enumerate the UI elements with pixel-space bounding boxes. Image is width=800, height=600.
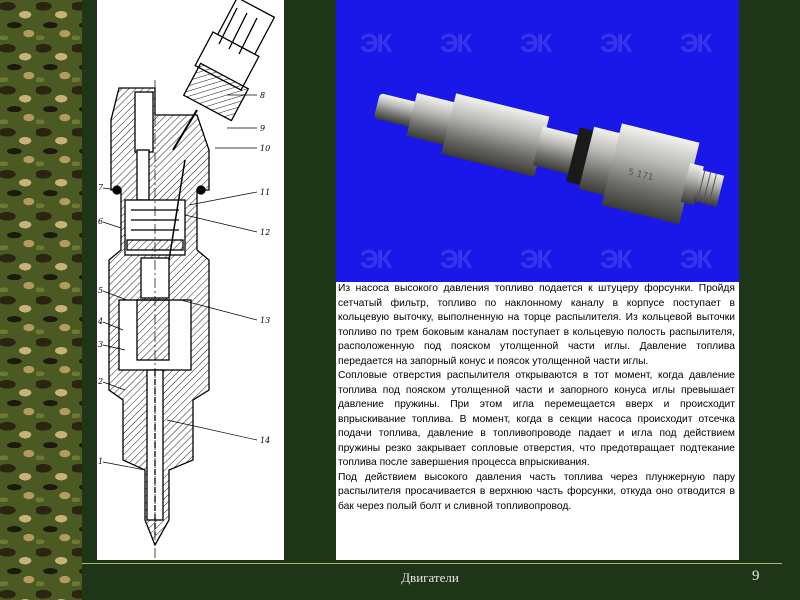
callout-14: 14	[260, 436, 271, 445]
callout-12: 12	[260, 228, 271, 237]
paragraph-2: Сопловые отверстия распылителя открываются в тот момент, когда давление топлива под пояском утолщенной части и запорного конуса иглы превышает давление пружины. При этом игла перемещается вверх и происходит впрыскивание топлива. В момент, когда в секции насоса происходит отсечка подачи топлива, давление в топливопроводе падает и игла под действием пружины резко закрывает сопловые отверстия, что предотвращает подтекание топлива после завершения процесса впрыскивания.	[338, 370, 735, 468]
callout-8: 8	[260, 91, 266, 100]
injector-photo	[336, 0, 739, 282]
callout-1: 1	[98, 457, 104, 466]
watermark: ЭК	[520, 244, 551, 274]
injector-metal-svg	[336, 0, 739, 282]
callout-11: 11	[260, 188, 271, 197]
callout-9: 9	[260, 124, 266, 133]
watermark: ЭК	[440, 244, 471, 274]
injector-drawing	[97, 0, 284, 560]
watermark: ЭК	[680, 28, 711, 58]
callout-3: 3	[98, 340, 104, 349]
watermark: ЭК	[600, 28, 631, 58]
camouflage-border	[0, 0, 82, 600]
callout-4: 4	[98, 317, 104, 326]
watermark: ЭК	[680, 244, 711, 274]
watermark: ЭК	[360, 244, 391, 274]
nut-marking: 5 171	[626, 167, 655, 184]
injector-cross-section-svg	[97, 0, 284, 560]
watermark: ЭК	[440, 28, 471, 58]
fitting-top	[184, 0, 275, 121]
paragraph-3: Под действием высокого давления часть топлива через плунжерную пару распылителя просачивается в верхнюю часть форсунки, откуда оно отводится в бак через полый болт и сливной топливопровод.	[338, 471, 735, 512]
description-text	[336, 282, 739, 560]
watermark: ЭК	[520, 28, 551, 58]
paragraph-1: Из насоса высокого давления топливо подается к штуцеру форсунки. Пройдя сетчатый фильтр, топливо по наклонному каналу в корпусе поступает в кольцевую выточку, выполненную на торце распылителя. Из кольцевой выточки топливо по трем боковым каналам поступает в кольцевую полость распылителя, расположенную под пояском утолщенной части иглы. Давление топлива передается на запорный конус и поясок утолщенной части иглы.	[338, 283, 735, 367]
callout-13: 13	[260, 316, 271, 325]
callout-5: 5	[98, 286, 104, 295]
watermark: ЭК	[360, 28, 391, 58]
callout-6: 6	[98, 217, 104, 226]
watermark: ЭК	[600, 244, 631, 274]
callout-7: 7	[98, 183, 104, 192]
injector-body	[109, 80, 209, 560]
callout-2: 2	[98, 377, 104, 386]
page-number: 9	[752, 568, 760, 584]
callout-10: 10	[260, 144, 271, 153]
footer-rule	[82, 563, 782, 564]
footer-title: Двигатели	[401, 570, 459, 585]
